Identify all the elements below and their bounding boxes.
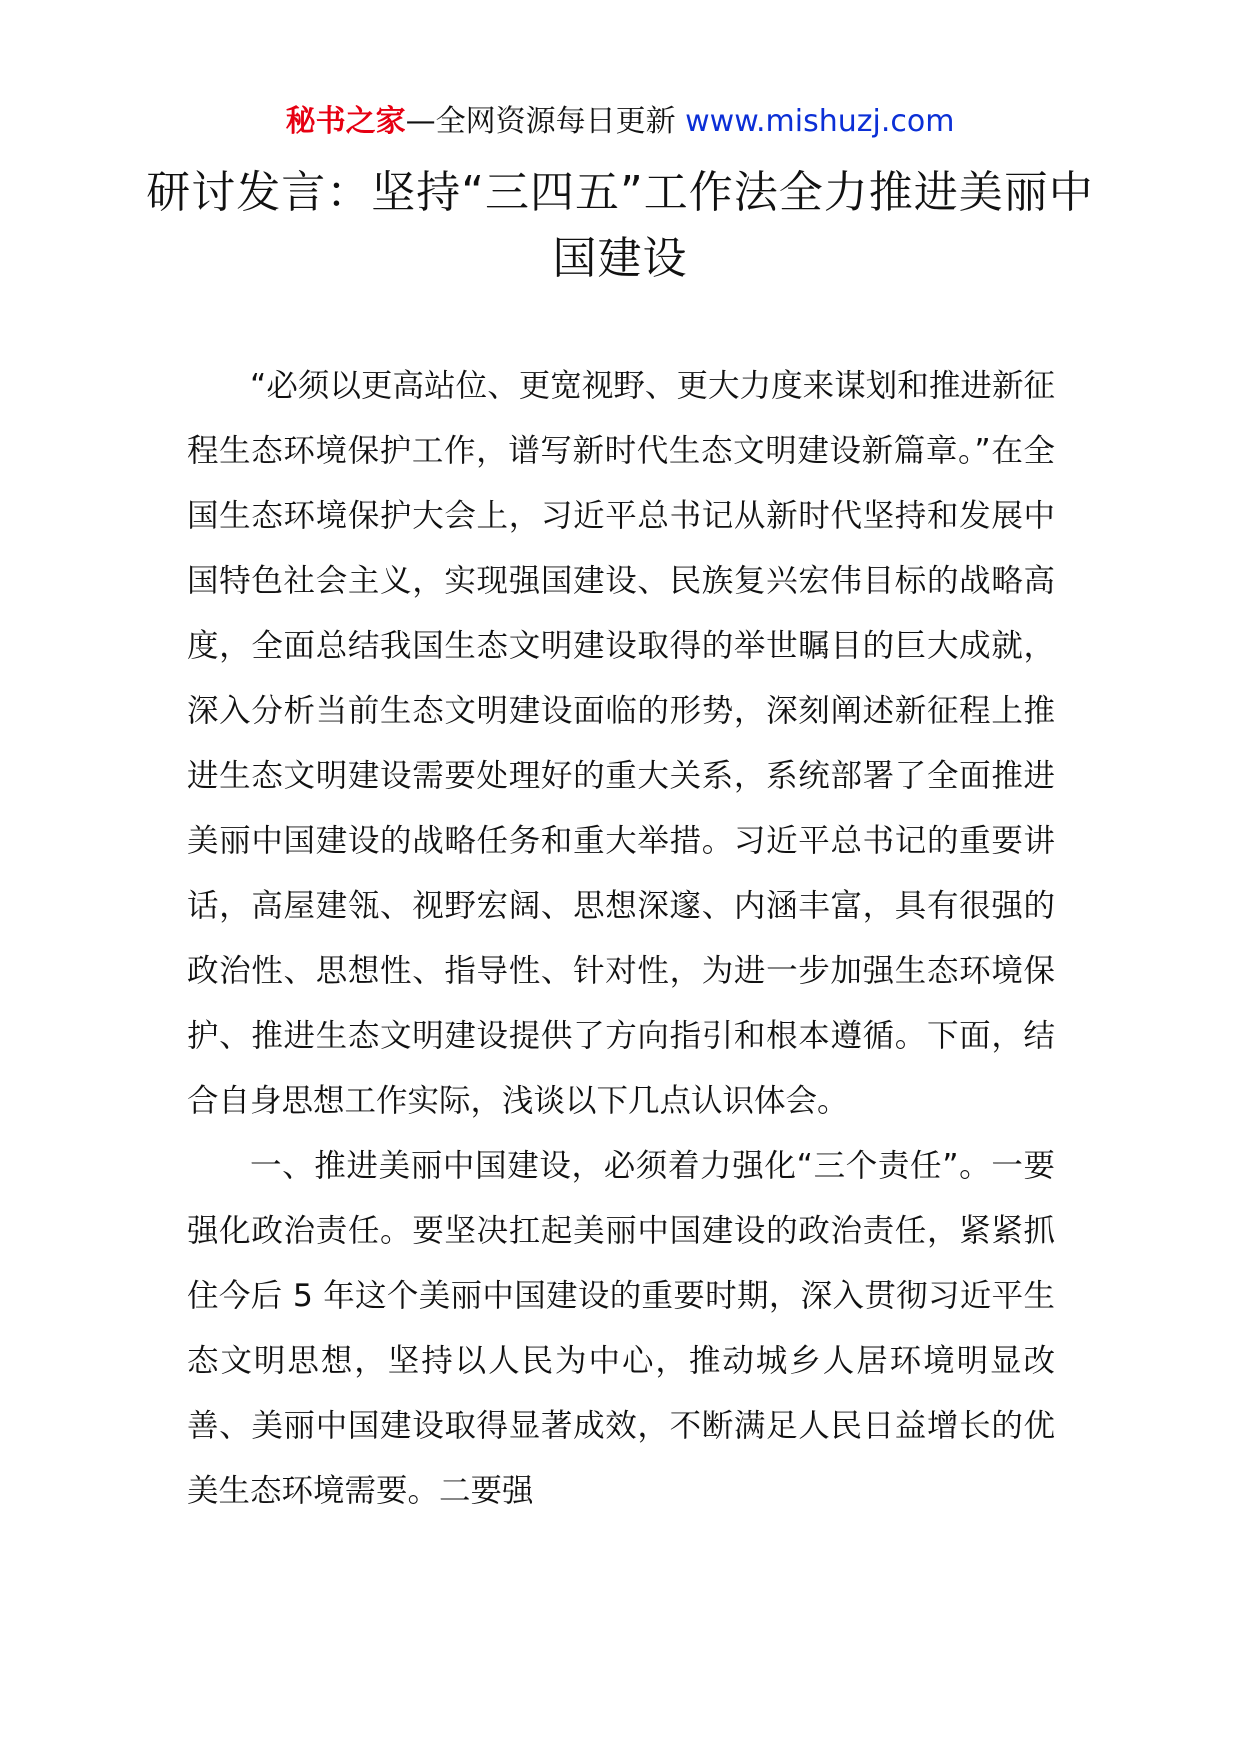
document-body: [187, 354, 1055, 1524]
paragraph-section-one: 一、推进美丽中国建设，必须着力强化“三个责任”。一要强化政治责任。要坚决扛起美丽中国建设的政治责任，紧紧抓住今后 5 年这个美丽中国建设的重要时期，深入贯彻习近平生态文明思想，坚持以人民为中心，推动城乡人居环境明显改善、美丽中国建设取得显著成效，不断满足人民日益增长的优美生态环境需要。二要强: [187, 1148, 1055, 1509]
header-slogan: —全网资源每日更新: [405, 104, 686, 139]
site-header: [0, 102, 1240, 142]
document-title: 研讨发言：坚持“三四五”工作法全力推进美丽中国建设: [146, 167, 1094, 284]
paragraph-intro: “必须以更高站位、更宽视野、更大力度来谋划和推进新征程生态环境保护工作，谱写新时代生态文明建设新篇章。”在全国生态环境保护大会上，习近平总书记从新时代坚持和发展中国特色社会主义，实现强国建设、民族复兴宏伟目标的战略高度，全面总结我国生态文明建设取得的举世瞩目的巨大成就，深入分析当前生态文明建设面临的形势，深刻阐述新征程上推进生态文明建设需要处理好的重大关系，系统部署了全面推进美丽中国建设的战略任务和重大举措。习近平总书记的重要讲话，高屋建瓴、视野宏阔、思想深邃、内涵丰富，具有很强的政治性、思想性、指导性、针对性，为进一步加强生态环境保护、推进生态文明建设提供了方向指引和根本遵循。下面，结合自身思想工作实际，浅谈以下几点认识体会。: [187, 368, 1055, 1119]
site-url-link[interactable]: www.mishuzj.com: [685, 104, 955, 139]
brand-name: 秘书之家: [285, 104, 406, 139]
